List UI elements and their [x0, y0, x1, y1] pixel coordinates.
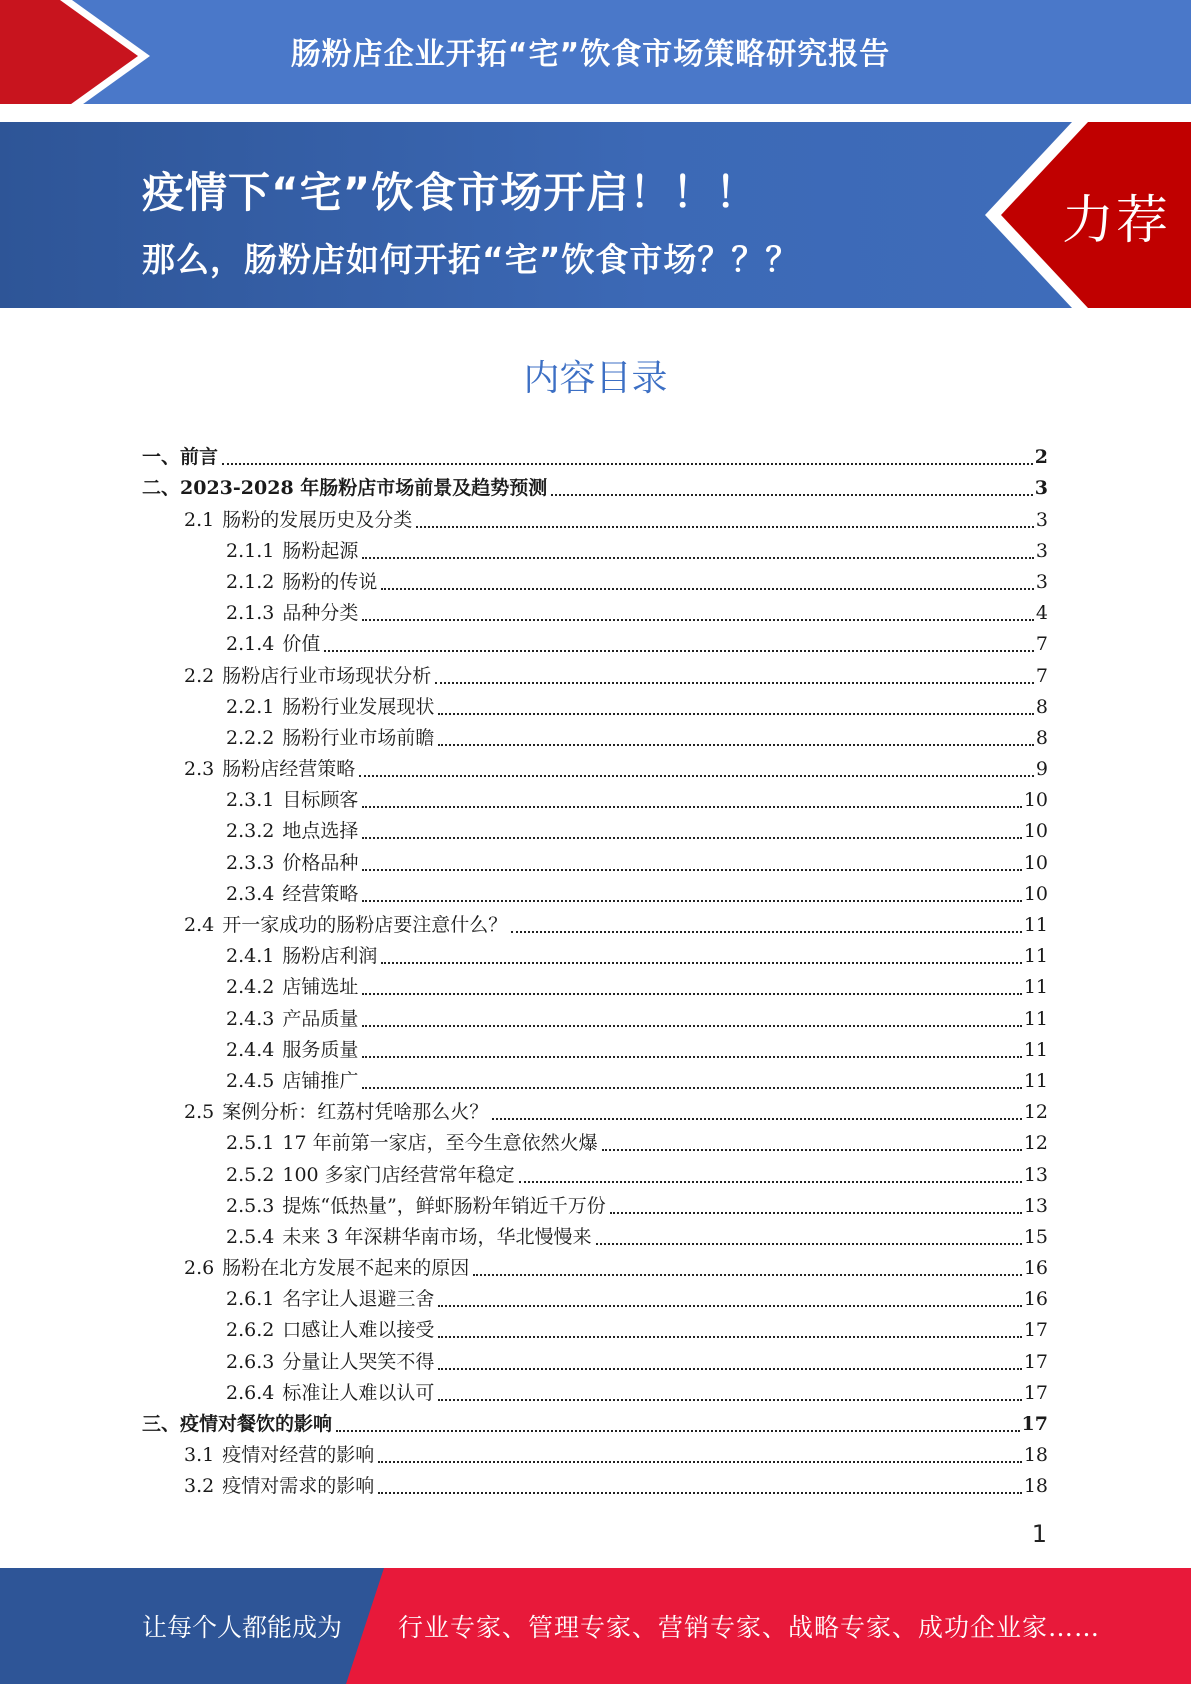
toc-entry[interactable]: [142, 719, 1048, 750]
toc-entry-label: [226, 1131, 598, 1155]
toc-entry-page: 17: [1023, 1350, 1048, 1373]
toc-entry-page: 7: [1035, 633, 1048, 656]
toc-entry-title: 分量让人哭笑不得: [282, 1350, 435, 1373]
toc-entry-title: 店铺选址: [282, 976, 359, 999]
toc-entry-number: 2.3.2: [226, 820, 275, 843]
toc-entry-label: [226, 1350, 434, 1374]
toc-entry-label: [184, 664, 431, 688]
toc-entry-label: [184, 508, 412, 532]
toc-entry[interactable]: [142, 1374, 1048, 1405]
toc-entry-number: 2.6: [184, 1257, 215, 1280]
toc-entry-page: 11: [1023, 1007, 1048, 1030]
toc-entry[interactable]: [142, 1311, 1048, 1342]
toc-entry[interactable]: [142, 1218, 1048, 1249]
toc-entry[interactable]: [142, 812, 1048, 843]
toc-entry-title: 品种分类: [282, 602, 359, 625]
toc-entry-page: 12: [1023, 1132, 1048, 1155]
toc-entry-title: 肠粉起源: [282, 539, 359, 562]
toc-entry-page: 3: [1035, 539, 1048, 562]
toc-entry-page: 8: [1035, 695, 1048, 718]
toc-entry-title: 开一家成功的肠粉店要注意什么？: [222, 914, 508, 936]
toc-dot-leader: [362, 556, 1034, 559]
toc-entry-page: 7: [1035, 664, 1048, 687]
toc-entry-title: 肠粉店行业市场现状分析: [222, 664, 432, 687]
toc-entry[interactable]: [142, 1280, 1048, 1311]
toc-entry-number: 2.2.1: [226, 695, 275, 718]
toc-entry-page: 18: [1023, 1444, 1048, 1467]
footer-band: [0, 1568, 1191, 1684]
toc-entry-label: [226, 975, 358, 999]
toc-entry-number: 2.5.2: [226, 1163, 275, 1186]
toc-entry-label: [226, 788, 358, 812]
toc-entry-number: 2.1.3: [226, 602, 275, 625]
toc-entry-page: 17: [1023, 1319, 1048, 1342]
toc-entry-page: 3: [1035, 508, 1048, 531]
toc-entry-title: 疫情对需求的影响: [222, 1475, 375, 1498]
toc-entry-title: 100 多家门店经营常年稳定: [282, 1163, 515, 1186]
toc-entry-page: 10: [1023, 789, 1048, 812]
toc-entry-label: [184, 1100, 488, 1124]
toc-entry-number: 2.1.1: [226, 539, 275, 562]
toc-dot-leader: [362, 618, 1034, 621]
toc-entry-page: 10: [1023, 851, 1048, 874]
toc-dot-leader: [438, 743, 1034, 746]
toc-entry-label: [184, 1256, 469, 1280]
toc-entry-title: 肠粉在北方发展不起来的原因: [222, 1257, 470, 1280]
toc-entry-title: 17 年前第一家店，至今生意依然火爆: [282, 1132, 598, 1155]
toc-dot-leader: [324, 649, 1034, 652]
toc-heading: 内容目录: [523, 358, 668, 399]
toc-entry-title: 价格品种: [282, 851, 359, 874]
toc-entry[interactable]: [142, 1031, 1048, 1062]
toc-entry-label: [226, 1287, 434, 1311]
toc-entry[interactable]: [142, 1124, 1048, 1155]
toc-entry-title: 名字让人退避三舍: [282, 1288, 435, 1311]
toc-entry-page: 18: [1023, 1475, 1048, 1498]
toc-entry-page: 11: [1023, 1038, 1048, 1061]
toc-entry[interactable]: [142, 999, 1048, 1030]
toc-dot-leader: [336, 1429, 1020, 1432]
toc-entry[interactable]: [142, 1249, 1048, 1280]
toc-dot-leader: [519, 1180, 1022, 1183]
toc-entry[interactable]: [142, 1405, 1048, 1436]
toc-entry[interactable]: [142, 1062, 1048, 1093]
toc-entry-label: [226, 882, 358, 906]
toc-entry-label: [226, 570, 377, 594]
toc-entry-title: 未来 3 年深耕华南市场，华北慢慢来: [282, 1225, 592, 1248]
toc-entry-page: 11: [1023, 914, 1048, 936]
toc-entry[interactable]: [142, 937, 1048, 968]
toc-entry-number: 2.4: [184, 914, 215, 936]
toc-entry-title: 产品质量: [282, 1007, 359, 1030]
header-divider: [0, 112, 1191, 122]
toc-dot-leader: [362, 805, 1021, 808]
toc-entry-label: [226, 1038, 358, 1062]
toc-dot-leader: [362, 868, 1021, 871]
toc-entry-label: [226, 726, 434, 750]
toc-entry-label: [226, 1069, 358, 1093]
toc-entry-number: 2.5.1: [226, 1132, 275, 1155]
toc-entry-page: 3: [1035, 570, 1048, 593]
toc-entry[interactable]: [142, 781, 1048, 812]
footer-slogan-lead: 让每个人都能成为: [142, 1613, 343, 1642]
toc-entry[interactable]: [142, 968, 1048, 999]
toc-entry[interactable]: [142, 906, 1048, 937]
toc-entry-page: 11: [1023, 976, 1048, 999]
toc-entry-page: 8: [1035, 726, 1048, 749]
banner-subheadline: 那么，肠粉店如何开拓“宅”饮食市场？？？: [142, 240, 800, 279]
toc-entry-title: 肠粉行业市场前瞻: [282, 726, 435, 749]
toc-entry[interactable]: [142, 1436, 1048, 1467]
toc-entry-label: [184, 1443, 374, 1467]
toc-entry-title: 肠粉店经营策略: [222, 758, 356, 781]
toc-entry[interactable]: [142, 843, 1048, 874]
toc-entry-title: 价值: [282, 633, 321, 656]
toc-entry-title: 口感让人难以接受: [282, 1319, 435, 1342]
toc-entry-number: 2.3.3: [226, 851, 275, 874]
toc-entry-number: 2.5: [184, 1101, 215, 1124]
report-title: 肠粉店企业开拓“宅”饮食市场策略研究报告: [290, 37, 891, 72]
banner-headline: 疫情下“宅”饮食市场开启！！！: [142, 168, 759, 217]
toc-entry[interactable]: [142, 594, 1048, 625]
toc-entry-title: 肠粉店利润: [282, 945, 378, 968]
toc-entry-label: [184, 1474, 374, 1498]
toc-dot-leader: [438, 1367, 1021, 1370]
toc-entry-page: 13: [1023, 1163, 1048, 1186]
toc-entry-number: 2.2.2: [226, 726, 275, 749]
toc-entry[interactable]: [142, 1342, 1048, 1373]
toc-entry-page: 9: [1035, 758, 1048, 781]
page-number: 1: [1031, 1520, 1047, 1548]
toc-dot-leader: [416, 525, 1034, 528]
toc-entry-page: 15: [1023, 1225, 1048, 1248]
toc-entry-number: 2.1.4: [226, 633, 275, 656]
toc-dot-leader: [435, 681, 1034, 684]
toc-entry-title: 肠粉的发展历史及分类: [222, 508, 413, 531]
toc-entry-number: 3.2: [184, 1475, 215, 1498]
toc-entry-label: [142, 445, 218, 469]
toc-entry-title: 店铺推广: [282, 1069, 359, 1092]
toc-entry[interactable]: [142, 532, 1048, 563]
toc-dot-leader: [438, 712, 1034, 715]
toc-dot-leader: [362, 1055, 1021, 1058]
toc-dot-leader: [362, 836, 1021, 839]
toc-entry-page: 10: [1023, 820, 1048, 843]
toc-entry-label: [226, 1194, 606, 1218]
toc-entry[interactable]: [142, 688, 1048, 719]
toc-entry[interactable]: [142, 500, 1048, 531]
toc-dot-leader: [473, 1273, 1022, 1276]
toc-dot-leader: [222, 462, 1033, 465]
toc-dot-leader: [381, 587, 1034, 590]
toc-entry-number: 2.6.1: [226, 1288, 275, 1311]
toc-entry-title: 标准让人难以认可: [282, 1381, 435, 1404]
toc-entry[interactable]: [142, 438, 1048, 469]
toc-dot-leader: [602, 1148, 1022, 1151]
toc-entry-title: 肠粉行业发展现状: [282, 695, 435, 718]
toc-entry[interactable]: [142, 1093, 1048, 1124]
toc-dot-leader: [438, 1398, 1021, 1401]
toc-dot-leader: [362, 1024, 1021, 1027]
toc-entry[interactable]: [142, 656, 1048, 687]
toc-dot-leader: [378, 1491, 1022, 1494]
toc-entry-label: [226, 1381, 434, 1405]
toc-entry-title: 疫情对经营的影响: [222, 1444, 375, 1467]
toc-entry[interactable]: [142, 750, 1048, 781]
recommend-badge-label: 力荐: [1062, 191, 1171, 251]
toc-entry-number: 2.3: [184, 758, 215, 781]
toc-dot-leader: [492, 1117, 1022, 1120]
toc-entry-title: 2023-2028 年肠粉店市场前景及趋势预测: [180, 477, 548, 500]
toc-entry-label: [226, 1007, 358, 1031]
toc-dot-leader: [381, 961, 1021, 964]
toc-entry-label: [184, 913, 507, 937]
toc-dot-leader: [362, 899, 1021, 902]
toc-dot-leader: [438, 1304, 1021, 1307]
toc-dot-leader: [362, 1086, 1021, 1089]
toc-entry-page: 4: [1035, 602, 1048, 625]
toc-dot-leader: [610, 1211, 1022, 1214]
toc-entry-title: 经营策略: [282, 882, 359, 905]
toc-entry-title: 疫情对餐饮的影响: [180, 1413, 333, 1435]
toc-entry-title: 提炼“低热量”，鲜虾肠粉年销近千万份: [282, 1194, 606, 1217]
toc-entry-label: [226, 632, 320, 656]
toc-entry-number: 2.2: [184, 664, 215, 687]
toc-entry-page: 16: [1023, 1257, 1048, 1280]
toc-entry[interactable]: [142, 563, 1048, 594]
toc-entry-number: 2.3.1: [226, 789, 275, 812]
table-of-contents: [142, 438, 1048, 1498]
toc-entry-number: 2.3.4: [226, 882, 275, 905]
toc-entry-number: 3.1: [184, 1444, 215, 1467]
toc-entry-label: [226, 539, 358, 563]
footer-slogan-roles: 行业专家、管理专家、营销专家、战略专家、成功企业家……: [398, 1613, 1101, 1642]
toc-entry-page: 11: [1023, 1069, 1048, 1092]
toc-entry-page: 3: [1034, 477, 1048, 500]
toc-entry-page: 17: [1021, 1413, 1048, 1435]
toc-entry-label: [226, 1163, 515, 1187]
toc-dot-leader: [359, 774, 1034, 777]
toc-entry-number: 2.4.3: [226, 1007, 275, 1030]
toc-dot-leader: [362, 992, 1021, 995]
toc-entry-page: 2: [1034, 446, 1048, 469]
toc-dot-leader: [511, 930, 1022, 933]
toc-entry-page: 17: [1023, 1381, 1048, 1404]
toc-entry-title: 服务质量: [282, 1038, 359, 1061]
toc-entry-number: 2.1: [184, 508, 215, 531]
toc-entry[interactable]: [142, 875, 1048, 906]
toc-entry-label: [226, 851, 358, 875]
toc-entry-title: 地点选择: [282, 820, 359, 843]
toc-entry-label: [226, 944, 377, 968]
toc-entry-number: 2.6.3: [226, 1350, 275, 1373]
toc-entry-number: 2.4.2: [226, 976, 275, 999]
toc-entry-title: 案例分析：红荔村凭啥那么火？: [222, 1101, 489, 1124]
toc-entry-number: 2.5.3: [226, 1194, 275, 1217]
toc-entry[interactable]: [142, 1155, 1048, 1186]
toc-entry-title: 目标顾客: [282, 789, 359, 812]
toc-entry-page: 12: [1023, 1101, 1048, 1124]
toc-entry[interactable]: [142, 625, 1048, 656]
toc-entry[interactable]: [142, 1467, 1048, 1498]
toc-entry-number: 二、: [142, 477, 181, 500]
toc-dot-leader: [378, 1460, 1022, 1463]
hero-banner: [0, 122, 1191, 308]
toc-entry-label: [226, 819, 358, 843]
toc-entry-label: [226, 1318, 434, 1342]
toc-entry-label: [226, 601, 358, 625]
toc-dot-leader: [596, 1242, 1022, 1245]
toc-entry-number: 2.6.2: [226, 1319, 275, 1342]
toc-entry[interactable]: [142, 1187, 1048, 1218]
toc-entry-number: 2.4.5: [226, 1069, 275, 1092]
toc-entry-title: 肠粉的传说: [282, 570, 378, 593]
toc-entry-number: 2.4.4: [226, 1038, 275, 1061]
toc-entry-number: 2.1.2: [226, 570, 275, 593]
toc-entry-label: [184, 757, 355, 781]
toc-entry-label: [142, 476, 547, 500]
toc-entry-number: 2.4.1: [226, 945, 275, 968]
toc-dot-leader: [551, 493, 1032, 496]
toc-entry-page: 10: [1023, 882, 1048, 905]
toc-entry-page: 11: [1023, 945, 1048, 968]
toc-entry-number: 2.5.4: [226, 1225, 275, 1248]
header-band: [0, 0, 1191, 112]
toc-entry-number: 一、: [142, 446, 181, 469]
toc-entry-page: 16: [1023, 1288, 1048, 1311]
toc-entry-label: [226, 695, 434, 719]
toc-entry-number: 三、: [142, 1413, 181, 1435]
toc-dot-leader: [438, 1335, 1021, 1338]
toc-entry[interactable]: [142, 469, 1048, 500]
toc-entry-page: 13: [1023, 1194, 1048, 1217]
toc-entry-label: [226, 1225, 592, 1249]
toc-entry-number: 2.6.4: [226, 1381, 275, 1404]
toc-entry-title: 前言: [180, 446, 219, 469]
toc-entry-label: [142, 1412, 332, 1436]
